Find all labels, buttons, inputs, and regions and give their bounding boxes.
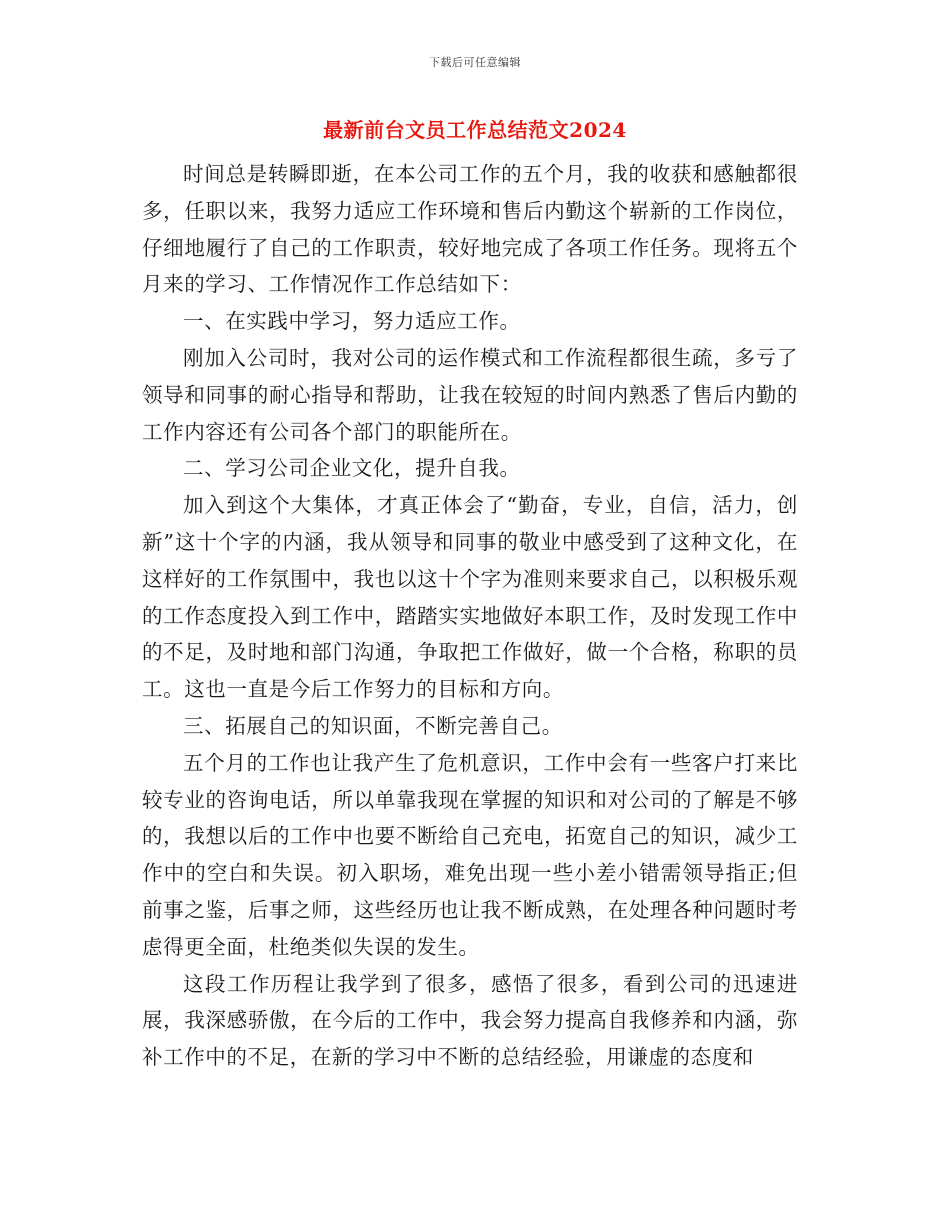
section-heading-1: 一、在实践中学习，努力适应工作。	[183, 309, 521, 334]
paragraph-section-2: 加入到这个大集体，才真正体会了“勤奋，专业，自信，活力，创新”这十个字的内涵，我从领导和同事的敬业中感受到了这种文化，在这样好的工作氛围中，我也以这十个字为准则来要求自己，以积极乐观的工作态度投入到工作中，踏踏实实地做好本职工作，及时发现工作中的不足，及时地和部门沟通，争取把工作做好，做一个合格，称职的员工。这也一直是今后工作努力的目标和方向。	[142, 493, 798, 702]
header-note: 下载后可任意编辑	[429, 56, 521, 69]
document-body	[142, 156, 798, 1076]
section-heading-2: 二、学习公司企业文化，提升自我。	[183, 456, 521, 481]
section-heading-3: 三、拓展自己的知识面，不断完善自己。	[183, 713, 563, 738]
document-title: 最新前台文员工作总结范文2024	[323, 118, 627, 142]
paragraph-section-1: 刚加入公司时，我对公司的运作模式和工作流程都很生疏，多亏了领导和同事的耐心指导和帮助，让我在较短的时间内熟悉了售后内勤的工作内容还有公司各个部门的职能所在。	[142, 345, 798, 444]
paragraph-closing: 这段工作历程让我学到了很多，感悟了很多，看到公司的迅速进展，我深感骄傲，在今后的工作中，我会努力提高自我修养和内涵，弥补工作中的不足，在新的学习中不断的总结经验，用谦虚的态度和	[142, 971, 798, 1070]
paragraph-intro: 时间总是转瞬即逝，在本公司工作的五个月，我的收获和感触都很多，任职以来，我努力适应工作环境和售后内勤这个崭新的工作岗位，仔细地履行了自己的工作职责，较好地完成了各项工作任务。现将五个月来的学习、工作情况作工作总结如下：	[142, 162, 798, 297]
paragraph-section-3: 五个月的工作也让我产生了危机意识，工作中会有一些客户打来比较专业的咨询电话，所以单靠我现在掌握的知识和对公司的了解是不够的，我想以后的工作中也要不断给自己充电，拓宽自己的知识，减少工作中的空白和失误。初入职场，难免出现一些小差小错需领导指正;但前事之鉴，后事之师，这些经历也让我不断成熟，在处理各种问题时考虑得更全面，杜绝类似失误的发生。	[142, 750, 798, 959]
